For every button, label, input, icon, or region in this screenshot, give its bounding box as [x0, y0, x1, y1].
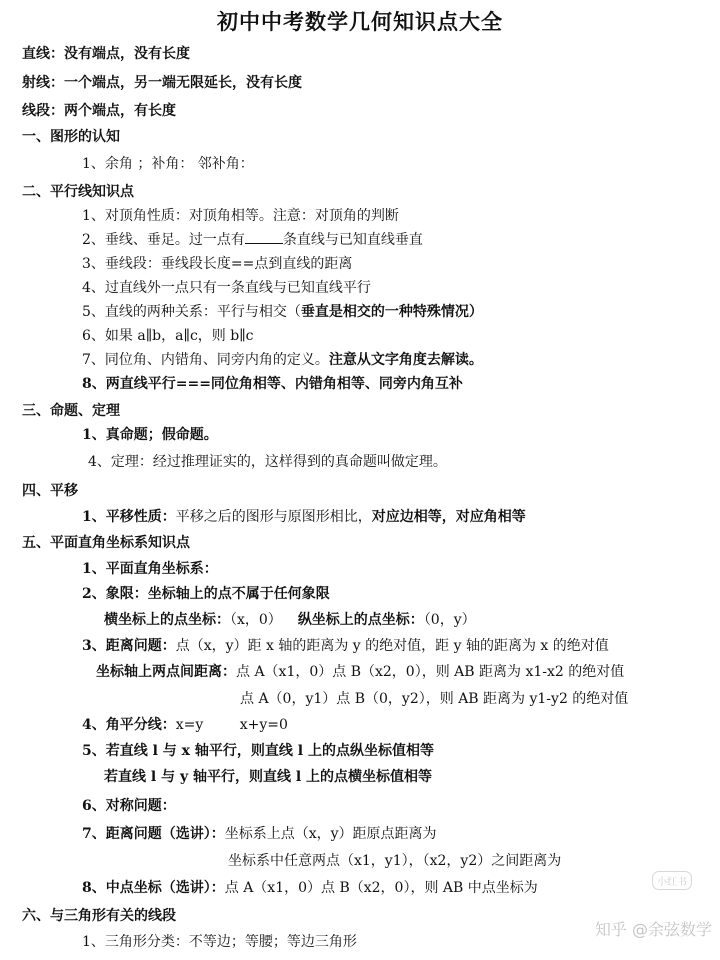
s2-item-5-text-b: 垂直是相交的一种特殊情况） [300, 304, 483, 320]
s5-item-2-text: 坐标轴上的点不属于任何象限 [147, 586, 330, 602]
y-axis-point-value: （0，y） [423, 612, 476, 628]
s5-item-3 [82, 636, 609, 656]
section-heading-3: 三、命题、定理 [22, 403, 120, 419]
def-segment: 线段：两个端点，有长度 [22, 103, 176, 119]
s2-item-2-text-a: 2、垂线、垂足。过一点有 [82, 232, 245, 248]
s1-item-1: 1、余角 ；补角： 邻补角： [82, 156, 254, 172]
s5-item-2 [82, 584, 330, 604]
y-axis-point-label: 纵坐标上的点坐标： [297, 612, 424, 628]
s2-item-7-text-a: 7、同位角、内错角、同旁内角的定义。 [82, 352, 329, 368]
x-axis-point-value: （x，0） [230, 612, 282, 628]
s5-item-5b: 若直线 l 与 y 轴平行，则直线 l 上的点横坐标值相等 [104, 769, 433, 785]
x-axis-point-label: 横坐标上的点坐标： [104, 612, 230, 628]
s5-item-3-y-distance: 点 A（0，y1）点 B（0，y2），则 AB 距离为 y1-y2 的绝对值 [240, 691, 629, 707]
def-ray: 射线：一个端点，另一端无限延长，没有长度 [22, 75, 302, 91]
s2-item-6: 6、如果 a∥b，a∥c，则 b∥c [82, 328, 254, 344]
s3-item-4-text: 定理：经过推理证实的，这样得到的真命题叫做定理。 [110, 454, 447, 470]
s5-item-1: 1、平面直角坐标系： [82, 561, 218, 577]
axis-distance-text: 点 A（x1，0）点 B（x2，0），则 AB 距离为 x1-x2 的绝对值 [236, 664, 625, 680]
s2-item-4: 4、过直线外一点只有一条直线与已知直线平行 [82, 280, 371, 296]
s6-item-1: 1、三角形分类：不等边；等腰；等边三角形 [82, 934, 357, 950]
bisector-eq-2: x+y=0 [239, 717, 288, 733]
s5-item-8-text: 点 A（x1，0）点 B（x2，0），则 AB 中点坐标为 [224, 880, 538, 896]
watermark: 知乎 @余弦数学 [594, 920, 712, 939]
s2-item-3: 3、垂线段：垂线段长度==点到直线的距离 [82, 256, 353, 272]
s4-item-1-label: 1、平移性质： [82, 509, 176, 525]
s4-item-1-emphasis: 对应边相等，对应角相等 [371, 509, 526, 525]
def-line: 直线：没有端点，没有长度 [22, 46, 190, 62]
section-heading-4: 四、平移 [22, 483, 78, 499]
s5-item-8-label: 8、中点坐标（选讲）： [82, 880, 225, 896]
section-heading-6: 六、与三角形有关的线段 [22, 908, 176, 924]
s5-item-8 [82, 878, 538, 898]
s4-item-1 [82, 507, 526, 527]
bisector-eq-1: x=y [175, 717, 204, 733]
s5-item-4-label: 4、角平分线： [82, 717, 176, 733]
s5-item-6: 6、对称问题： [82, 798, 176, 814]
s2-item-5 [82, 302, 483, 322]
s5-item-5a: 5、若直线 l 与 x 轴平行，则直线 l 上的点纵坐标值相等 [82, 743, 434, 759]
s2-item-2 [82, 230, 423, 250]
s5-item-7-text: 坐标系上点（x，y）距原点距离为 [224, 826, 437, 842]
section-heading-5: 五、平面直角坐标系知识点 [22, 535, 190, 551]
s5-item-3-text: 点（x，y）距 x 轴的距离为 y 的绝对值，距 y 轴的距离为 x 的绝对值 [175, 638, 609, 654]
s5-item-7-two-points: 坐标系中任意两点（x1，y1），（x2，y2）之间距离为 [228, 853, 562, 869]
s5-item-2-coords [104, 610, 476, 630]
s5-item-3-axis-distance [96, 662, 624, 682]
s5-item-7-label: 7、距离问题（选讲）： [82, 826, 225, 842]
s5-item-2-label: 2、象限： [82, 586, 148, 602]
s3-item-4-num: 4、 [88, 454, 111, 470]
s3-item-1: 1、真命题；假命题。 [82, 427, 218, 443]
s2-item-7-text-b: 注意从文字角度去解读。 [328, 352, 483, 368]
s2-item-7 [82, 350, 483, 370]
s5-item-7 [82, 824, 437, 844]
s2-item-8: 8、两直线平行===同位角相等、内错角相等、同旁内角互补 [82, 376, 463, 392]
s5-item-3-label: 3、距离问题： [82, 638, 176, 654]
s2-item-1: 1、对顶角性质：对顶角相等。注意：对顶角的判断 [82, 208, 399, 224]
s5-item-4 [82, 715, 288, 735]
section-heading-2: 二、平行线知识点 [22, 184, 134, 200]
s4-item-1-text: 平移之后的图形与原图形相比， [175, 509, 372, 525]
s3-item-4 [88, 452, 447, 472]
section-heading-1: 一、图形的认知 [22, 129, 120, 145]
fill-in-blank [245, 230, 283, 244]
axis-distance-label: 坐标轴上两点间距离： [96, 664, 236, 680]
watermark-badge: 小红书 [652, 871, 692, 890]
s2-item-5-text-a: 5、直线的两种关系：平行与相交（ [82, 304, 301, 320]
page-title: 初中中考数学几何知识点大全 [217, 9, 503, 34]
s2-item-2-text-b: 条直线与已知直线垂直 [282, 232, 423, 248]
